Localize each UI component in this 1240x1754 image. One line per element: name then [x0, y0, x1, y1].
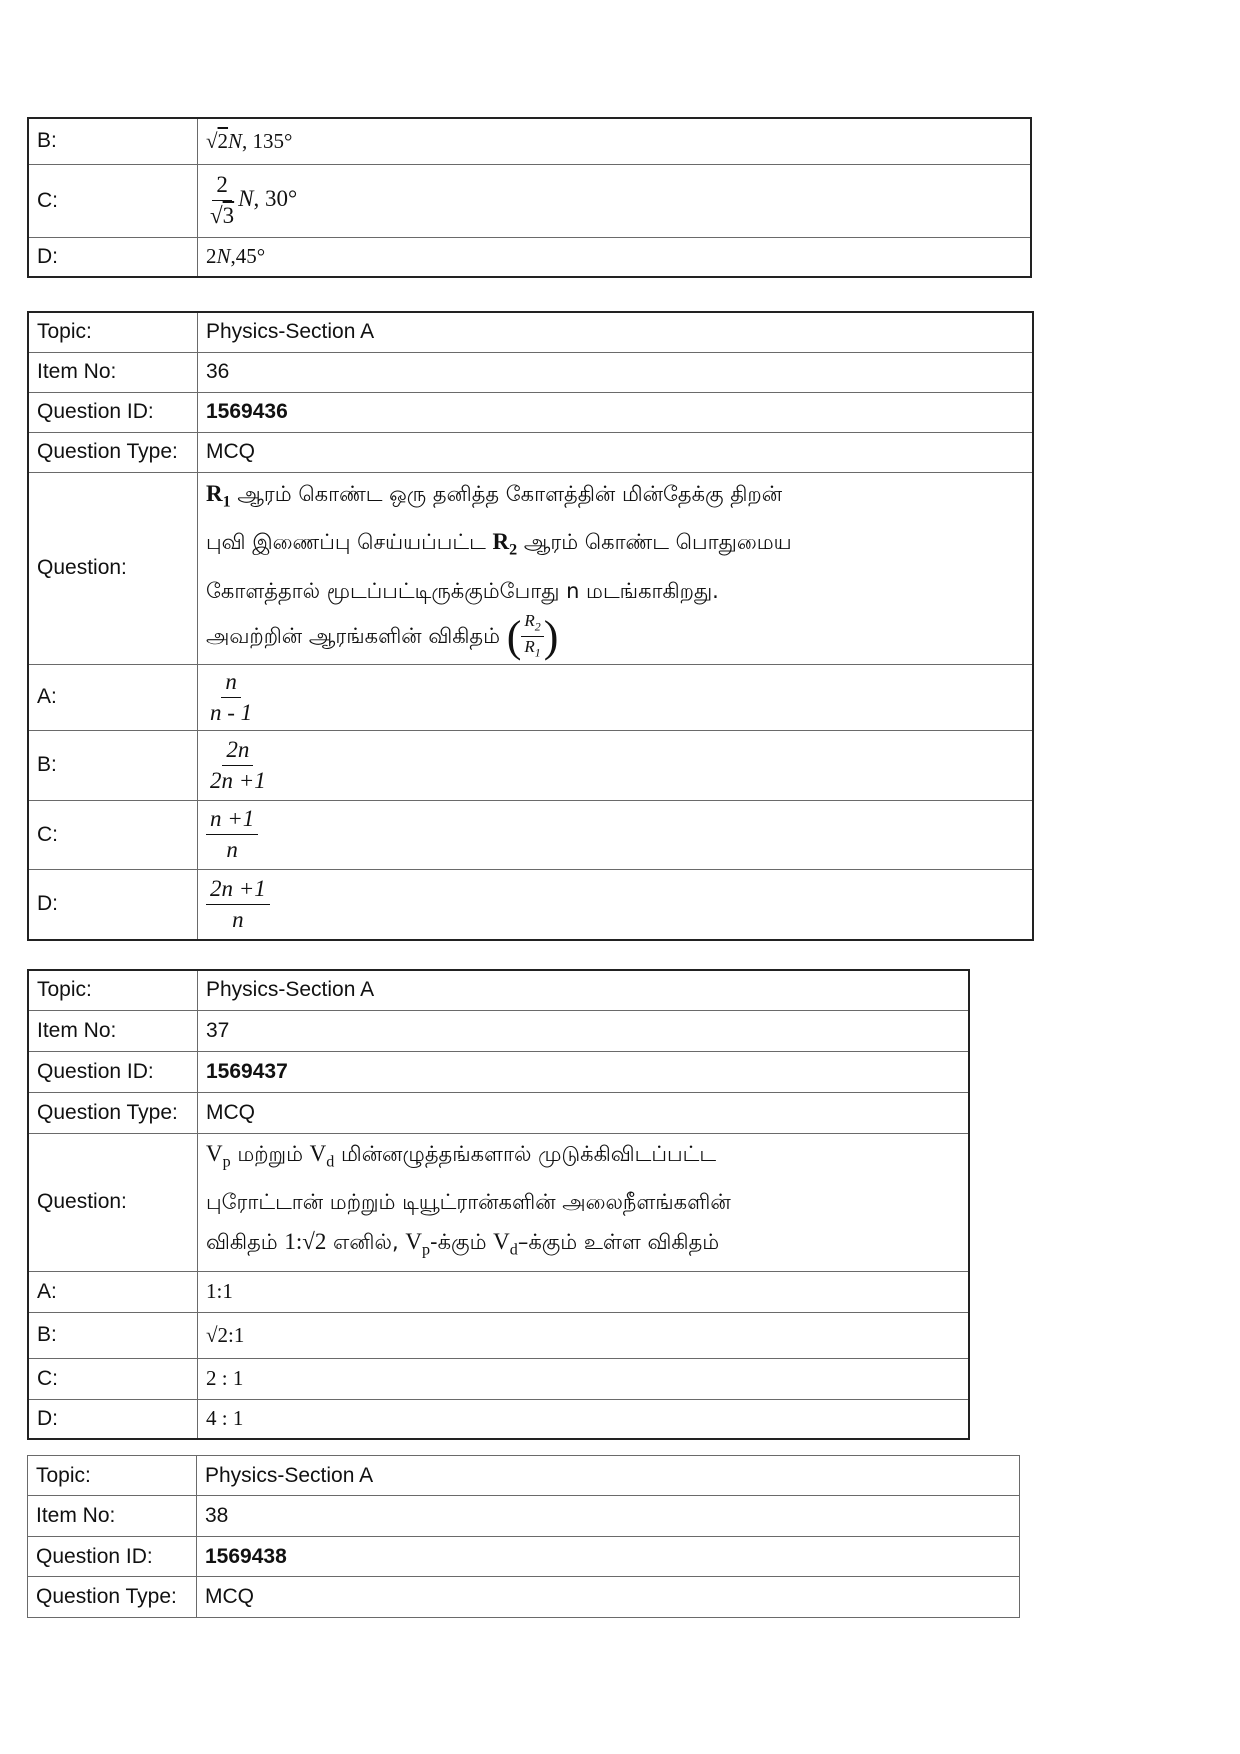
option-row: [28, 664, 1033, 730]
option-label: B:: [28, 118, 198, 164]
question-label: Question:: [28, 1133, 198, 1271]
topic-value: Physics-Section A: [197, 1456, 1020, 1496]
fraction: $\frac{2}{√3}$: [210, 172, 235, 228]
item-row: [28, 1010, 969, 1051]
topic-label: Topic:: [28, 970, 198, 1010]
option-label: B:: [28, 1312, 198, 1358]
option-row: [28, 237, 1031, 277]
option-row: [28, 1312, 969, 1358]
option-value: √2:1: [198, 1312, 970, 1358]
option-row: [28, 730, 1033, 800]
option-row: [28, 118, 1031, 164]
option-value: $\frac{n +1}{n}$: [198, 800, 1034, 869]
question-type-value: MCQ: [198, 432, 1034, 472]
item-row: [28, 352, 1033, 392]
item-label: Item No:: [28, 352, 198, 392]
option-label: D:: [28, 237, 198, 277]
question-label: Question:: [28, 472, 198, 664]
question-id-row: [28, 1537, 1020, 1577]
question-id-row: [28, 392, 1033, 432]
option-label: A:: [28, 664, 198, 730]
question-38-table: [27, 1455, 1020, 1618]
topic-value: Physics-Section A: [198, 312, 1034, 352]
option-row: [28, 869, 1033, 940]
option-value: $\frac{2n}{2n +1}$: [198, 730, 1034, 800]
question-id-label: Question ID:: [28, 1537, 197, 1577]
option-value: $\frac{2}{√3}$ N, 30°: [198, 164, 1032, 237]
item-label: Item No:: [28, 1010, 198, 1051]
question-type-label: Question Type:: [28, 432, 198, 472]
option-value: $\frac{n}{n - 1}$: [198, 664, 1034, 730]
question-id-value: 1569438: [197, 1537, 1020, 1577]
option-value: 4 : 1: [198, 1399, 970, 1439]
option-row: [28, 800, 1033, 869]
question-id-label: Question ID:: [28, 392, 198, 432]
option-row: [28, 1358, 969, 1399]
topic-row: [28, 312, 1033, 352]
question-id-label: Question ID:: [28, 1051, 198, 1092]
option-value: 1:1: [198, 1271, 970, 1312]
radius-ratio-fraction: $\frac{R_2}{R_1}$: [521, 611, 543, 663]
option-label: A:: [28, 1271, 198, 1312]
question-row: [28, 472, 1033, 664]
option-row: [28, 164, 1031, 237]
question-id-row: [28, 1051, 969, 1092]
option-label: C:: [28, 1358, 198, 1399]
option-label: C:: [28, 164, 198, 237]
option-row: [28, 1399, 969, 1439]
question-36-table: [27, 311, 1034, 941]
topic-label: Topic:: [28, 312, 198, 352]
question-text: $R_1$ ஆரம் கொண்ட ஒரு தனித்த கோளத்தின் மின்தேக்கு திறன் புவி இணைப்பு செய்யப்பட்ட $R_2$ ஆரம் கொண்ட பொதுமைய கோளத்தால் மூடப்பட்டிருக்கும்போது n மடங்காகிறது. அவற்றின் ஆரங்களின் விகிதம் ( $\frac{R_2}{R_1}$ ): [198, 472, 1034, 664]
option-label: C:: [28, 800, 198, 869]
question-type-row: [28, 1577, 1020, 1618]
item-value: 37: [198, 1010, 970, 1051]
option-label: B:: [28, 730, 198, 800]
question-37-table: [27, 969, 970, 1440]
question-type-value: MCQ: [198, 1092, 970, 1133]
option-value: √2N, 135°: [198, 118, 1032, 164]
topic-row: [28, 1456, 1020, 1496]
question-35-options-table: [27, 117, 1032, 278]
question-text: $V_p$ மற்றும் $V_d$ மின்னழுத்தங்களால் முடுக்கிவிடப்பட்ட புரோட்டான் மற்றும் டியூட்ரான்களின் அலைநீளங்களின் விகிதம் 1:√2 எனில், $V_p-க்கும்$ $V_d-க்கும்$ உள்ள விகிதம்: [198, 1133, 970, 1271]
item-value: 36: [198, 352, 1034, 392]
option-label: D:: [28, 1399, 198, 1439]
question-row: [28, 1133, 969, 1271]
question-type-label: Question Type:: [28, 1092, 198, 1133]
question-type-row: [28, 432, 1033, 472]
option-value: $\frac{2n +1}{n}$: [198, 869, 1034, 940]
item-label: Item No:: [28, 1496, 197, 1537]
item-value: 38: [197, 1496, 1020, 1537]
question-id-value: 1569437: [198, 1051, 970, 1092]
topic-label: Topic:: [28, 1456, 197, 1496]
question-type-label: Question Type:: [28, 1577, 197, 1618]
option-label: D:: [28, 869, 198, 940]
option-value: 2 : 1: [198, 1358, 970, 1399]
option-value: 2N,45°: [198, 237, 1032, 277]
question-type-row: [28, 1092, 969, 1133]
question-id-value: 1569436: [198, 392, 1034, 432]
topic-value: Physics-Section A: [198, 970, 970, 1010]
option-row: [28, 1271, 969, 1312]
item-row: [28, 1496, 1020, 1537]
topic-row: [28, 970, 969, 1010]
question-type-value: MCQ: [197, 1577, 1020, 1618]
